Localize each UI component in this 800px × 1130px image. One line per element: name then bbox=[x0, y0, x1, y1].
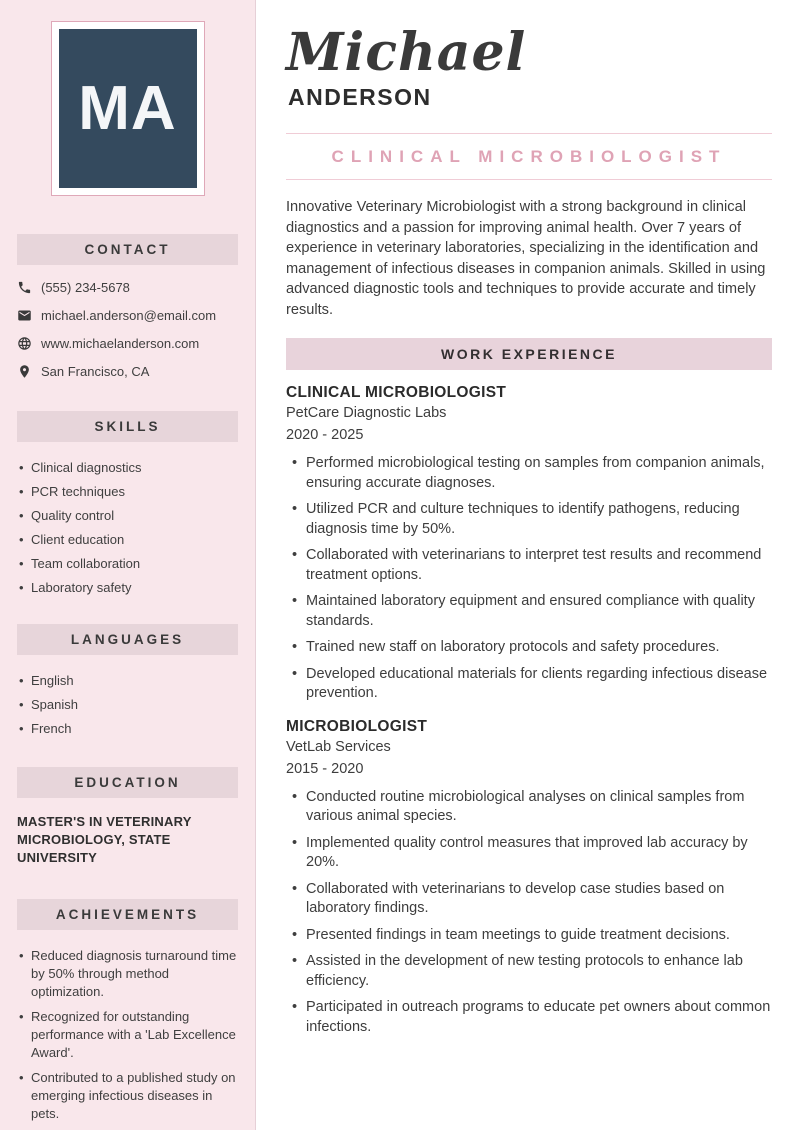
skills-list bbox=[19, 459, 241, 597]
contact-item-location bbox=[17, 364, 255, 379]
achievements-list bbox=[19, 947, 241, 1123]
divider-line-bottom bbox=[286, 179, 772, 180]
globe-icon bbox=[17, 336, 32, 351]
job-title: CLINICAL MICROBIOLOGIST bbox=[286, 384, 507, 401]
location-pin-icon bbox=[17, 364, 32, 379]
job-headline: CLINICAL MICROBIOLOGIST bbox=[331, 147, 727, 166]
job-bullet: • Conducted routine microbiological analyses on clinical samples from various animal species. bbox=[292, 788, 772, 827]
contact-website-text: www.michaelanderson.com bbox=[41, 336, 200, 351]
job-bullet: • Participated in outreach programs to educate pet owners about common infections. bbox=[292, 998, 772, 1037]
job-entry bbox=[286, 718, 772, 1038]
job-bullet: • Implemented quality control measures that improved lab accuracy by 20%. bbox=[292, 834, 772, 873]
job-bullet: • Assisted in the development of new testing protocols to enhance lab efficiency. bbox=[292, 952, 772, 991]
job-dates: 2015 - 2020 bbox=[286, 760, 364, 777]
avatar bbox=[51, 21, 205, 196]
achievements-section-title: ACHIEVEMENTS bbox=[17, 899, 238, 930]
contact-section-title: CONTACT bbox=[17, 234, 238, 265]
job-bullet: • Utilized PCR and culture techniques to identify pathogens, reducing diagnosis time by 50%. bbox=[292, 500, 772, 539]
skill-item: • Client education bbox=[19, 531, 241, 549]
phone-icon bbox=[17, 280, 32, 295]
skill-item: • Laboratory safety bbox=[19, 579, 241, 597]
email-icon bbox=[17, 308, 32, 323]
job-dates: 2020 - 2025 bbox=[286, 427, 364, 443]
work-experience-section-title: WORK EXPERIENCE bbox=[286, 338, 772, 370]
job-bullet-list bbox=[292, 454, 772, 704]
job-bullet: • Collaborated with veterinarians to interpret test results and recommend treatment options. bbox=[292, 546, 772, 585]
education-section-title: EDUCATION bbox=[17, 767, 238, 798]
job-bullet: • Collaborated with veterinarians to develop case studies based on laboratory findings. bbox=[292, 880, 772, 919]
contact-phone-text: (555) 234-5678 bbox=[41, 280, 130, 295]
language-item: • French bbox=[19, 720, 241, 738]
job-bullet: • Performed microbiological testing on samples from companion animals, ensuring accurate diagnoses. bbox=[292, 454, 772, 493]
language-item: • English bbox=[19, 672, 241, 690]
job-bullet: • Presented findings in team meetings to guide treatment decisions. bbox=[292, 926, 772, 946]
achievement-item: • Reduced diagnosis turnaround time by 50% through method optimization. bbox=[19, 947, 241, 1001]
sidebar bbox=[0, 0, 256, 1130]
skill-item: • Clinical diagnostics bbox=[19, 459, 241, 477]
skills-section-title: SKILLS bbox=[17, 411, 238, 442]
contact-location-text: San Francisco, CA bbox=[41, 364, 150, 379]
job-bullet: • Developed educational materials for clients regarding infectious disease prevention. bbox=[292, 665, 772, 704]
jobs-list bbox=[286, 384, 772, 1037]
main-content bbox=[257, 0, 800, 1130]
contact-item-website bbox=[17, 336, 255, 351]
skill-item: • PCR techniques bbox=[19, 483, 241, 501]
contact-email-text: michael.anderson@email.com bbox=[41, 308, 217, 323]
languages-list bbox=[19, 672, 241, 738]
professional-summary: Innovative Veterinary Microbiologist with a strong background in clinical diagnostics and a passion for improving animal health. Over 7 years of experience in veterinary laboratories, specializing in the identification and management of infectious diseases in companion animals. Skilled in using advanced diagnostic tools and techniques to provide accurate and timely results. bbox=[286, 199, 766, 318]
last-name: ANDERSON bbox=[288, 84, 432, 110]
achievement-item: • Recognized for outstanding performance with a 'Lab Excellence Award'. bbox=[19, 1008, 241, 1062]
job-company: PetCare Diagnostic Labs bbox=[286, 405, 447, 421]
job-bullet: • Trained new staff on laboratory protocols and safety procedures. bbox=[292, 638, 772, 658]
contact-list bbox=[17, 280, 255, 379]
education-degree: MASTER'S IN VETERINARY MICROBIOLOGY, STATE UNIVERSITY bbox=[17, 814, 192, 865]
skill-item: • Team collaboration bbox=[19, 555, 241, 573]
first-name: Michael bbox=[286, 22, 527, 83]
avatar-initials: MA bbox=[59, 29, 197, 188]
job-title: MICROBIOLOGIST bbox=[286, 717, 428, 735]
job-company: VetLab Services bbox=[286, 738, 391, 755]
skill-item: • Quality control bbox=[19, 507, 241, 525]
language-item: • Spanish bbox=[19, 696, 241, 714]
divider-line-top bbox=[286, 133, 772, 134]
job-entry bbox=[286, 384, 772, 704]
languages-section-title: LANGUAGES bbox=[17, 624, 238, 655]
achievement-item: • Contributed to a published study on emerging infectious diseases in pets. bbox=[19, 1069, 241, 1123]
contact-item-phone bbox=[17, 280, 255, 295]
job-bullet-list bbox=[292, 788, 772, 1038]
contact-item-email bbox=[17, 308, 255, 323]
job-bullet: • Maintained laboratory equipment and ensured compliance with quality standards. bbox=[292, 592, 772, 631]
